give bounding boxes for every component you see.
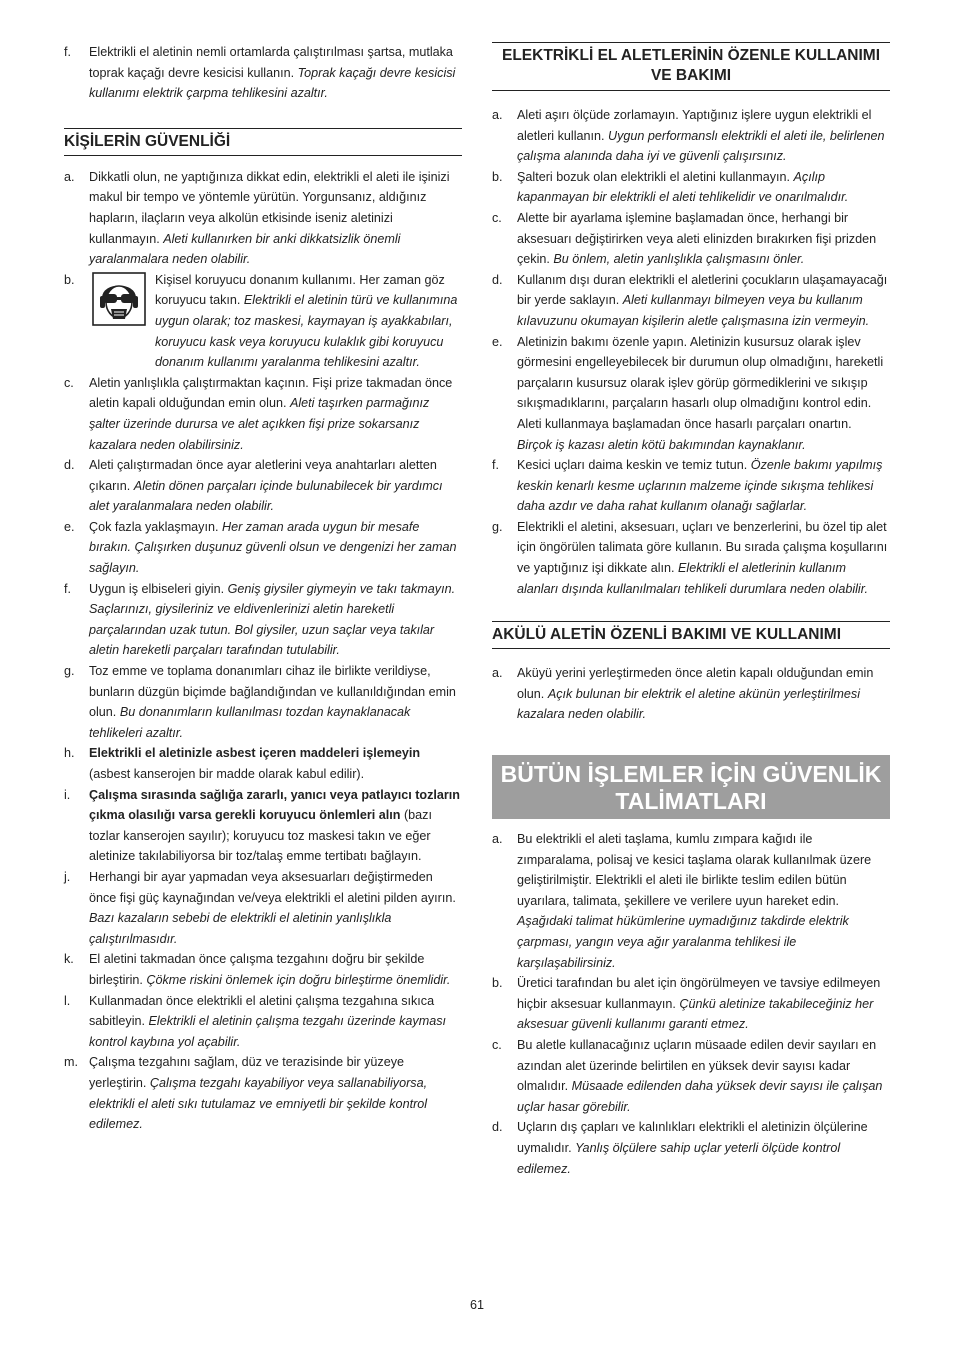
list-item-l <box>64 991 462 1053</box>
item-note: Açık bulunan bir elektrik el aletine akünün yerleştirilmesi kazalara neden olabilir. <box>517 686 861 722</box>
item-note: Bazı kazaların sebebi de elektrikli el aletinin yanlışlıkla çalıştırılmasıdır. <box>89 911 392 946</box>
list-item-b <box>64 270 462 373</box>
list-item-j <box>64 867 462 949</box>
item-text: Elektrikli el aletini, aksesuarı, uçları ve benzerlerini, bu özel tip alet için öngörülen talimata göre kullanın. Bu sırada çalışma koşullarını ve yaptığınız işi dikkate alın. <box>517 519 888 576</box>
list-item-a <box>492 105 890 167</box>
item-marker: e. <box>64 519 75 534</box>
item-note: Elektrikli el aletinin çalışma tezgahı üzerinde kayması kontrol kaybına yol açabilir. <box>89 1014 446 1049</box>
item-note: Bu önlem, aletin yanlışlıkla çalışmasını önler. <box>553 252 805 267</box>
item-text: Alette bir ayarlama işlemine başlamadan önce, herhangi bir aksesuarı değiştirirken veya aleti elinizden bırakırken fişi prizden çekin. <box>517 210 877 267</box>
section-heading-personal-safety: KİŞİLERİN GÜVENLİĞİ <box>64 128 462 156</box>
list-item-e <box>64 517 462 579</box>
item-text: Bu elektrikli el aleti taşlama, kumlu zımpara kağıdı ile zımparalama, polisaj ve kesici taşlama olarak kullanılmak üzere geliştirilmiştir. Elektrikli el aleti ile birlikte teslim edilen bütün uyarılara, talimata, şekillere ve verilere uyun hareket edin. <box>517 832 872 908</box>
item-text: El aletini takmadan önce çalışma tezgahını doğru bir şekilde birleştirin. <box>89 952 425 987</box>
item-marker: f. <box>492 458 499 473</box>
item-text: Üretici tarafından bu alet için öngörülmeyen ve tavsiye edilmeyen hiçbir aksesuar kullanmayın. <box>517 976 881 1011</box>
list-item-b <box>492 973 890 1035</box>
item-note: Açılıp kapanmayan bir elektrikli el aleti tehlikelidir ve onarılmalıdır. <box>517 169 849 205</box>
item-marker: e. <box>492 334 503 349</box>
list-item-d <box>64 455 462 517</box>
left-column <box>64 42 462 1135</box>
list-item-d <box>492 1117 890 1179</box>
list-item-g <box>64 661 462 743</box>
item-note: Çökme riskini önlemek için doğru birleştirme önemlidir. <box>146 972 451 987</box>
item-marker: d. <box>492 272 503 287</box>
item-marker: d. <box>64 458 75 473</box>
list-item-e <box>492 332 890 456</box>
item-note: Özenle bakımı yapılmış keskin kenarlı kesme uçlarının malzeme içinde sıkışma tehlikesi daha azdır ve daha rahat kullanım olanağı sağlarlar. <box>517 458 883 514</box>
item-text: Uçların dış çapları ve kalınlıkları elektrikli el aletinizin ölçülerine uymalıdır. <box>517 1120 868 1155</box>
item-text: Aleti aşırı ölçüde zorlamayın. Yaptığınız işlere uygun elektrikli el aletleri kullanın. <box>517 108 872 143</box>
item-marker: c. <box>492 1037 502 1052</box>
item-text: Kullanmadan önce elektrikli el aletini çalışma tezgahına sıkıca sabitleyin. <box>89 993 435 1029</box>
item-note: Çünkü aletinize takabileceğiniz her aksesuar güvenli kullanımı garanti etmez. <box>517 996 874 1032</box>
item-marker: m. <box>64 1055 78 1070</box>
list-item-i <box>64 785 462 867</box>
list-item-g <box>492 517 890 599</box>
item-note: Geniş giysiler giymeyin ve takı takmayın. Saçlarınızı, giysileriniz ve eldivenlerinizi aletin hareketli parçalarından uzak tutun. Bol giysiler, uzun saçlar veya takılar aletin hareketli parçaları tarafından tutulabilir. <box>89 581 456 658</box>
item-text: Aküyü yerini yerleştirmeden önce aletin kapalı olduğundan emin olun. <box>517 666 874 701</box>
list-item-c <box>64 373 462 455</box>
item-note: Elektrikli el aletinin türü ve kullanımına uygun olarak; toz maskesi, kaymayan iş ayakkabıları, koruyucu kask veya koruyucu kulaklık gibi koruyucu donanım kullanımı yaralanma tehlikesini azaltır. <box>155 293 458 370</box>
item-marker: a. <box>492 108 503 122</box>
list-item-f-intro <box>64 42 462 104</box>
item-text: Bu aletle kullanacağınız uçların müsaade edilen devir sayıları en azından alet üzerinde belirtilen en yüksek devir sayısı kadar olmalıdır. <box>517 1037 877 1094</box>
item-marker: i. <box>64 787 71 802</box>
item-note: Bu donanımların kullanılması tozdan kaynaklanacak tehlikeleri azaltır. <box>89 705 411 740</box>
item-text: Kesici uçları daima keskin ve temiz tutun. <box>517 458 748 473</box>
safety-goggles-icon <box>92 272 146 326</box>
section-heading-battery-tool: AKÜLÜ ALETİN ÖZENLİ BAKIMI VE KULLANIMI <box>492 621 890 649</box>
list-item-h <box>64 743 462 784</box>
item-text: Dikkatli olun, ne yaptığınıza dikkat edin, elektrikli el aleti ile işinizi makul bir tempo ve yöntemle yürütün. Yorgunsanız, aldığınız hapların, ilaçların veya alkolün etkisinde iseniz aletinizi kullanmayın. <box>89 169 450 246</box>
banner-line-2: TALİMATLARI <box>615 788 767 815</box>
list-item-b <box>492 167 890 208</box>
item-marker: f. <box>64 45 71 59</box>
item-text: Toz emme ve toplama donanımları cihaz ile birlikte verildiyse, bunların düzgün biçimde bağlandığından ve kullanıldığından emin olun. <box>89 664 456 720</box>
item-text: Herhangi bir ayar yapmadan veya aksesuarları değiştirmeden önce fişi güç kaynağından ve/veya elektrikli el aletini pilden ayırın. <box>89 869 456 905</box>
list-item-k <box>64 949 462 990</box>
item-marker: b. <box>64 272 75 287</box>
item-text: Aletinizin bakımı özenle yapın. Aletinizin kusursuz olarak işlev görmesini engelleyebilecek bir durumun olup olmadığını, hareketli parçaların kusursuz olarak işlev görüp görmediklerini ve sıkışıp sıkışmadıklarını, parçaların hasarlı olup olmadığını kontrol edin. Aleti kullanmaya başlamadan önce hasarlı parçaları onartın. <box>517 334 884 431</box>
item-marker: l. <box>64 993 71 1008</box>
item-marker: g. <box>492 519 503 534</box>
item-marker: c. <box>492 210 502 225</box>
item-note: Aleti taşırken parmağınız şalter üzerinde durursa ve alet açıkken fişi prize sokarsanız kazalara neden olabilirsiniz. <box>89 396 430 452</box>
list-item-a <box>492 829 890 973</box>
item-text: Çok fazla yaklaşmayın. <box>89 519 219 534</box>
item-note: Her zaman arada uygun bir mesafe bırakın. Çalışırken duşunuz güvenli olsun ve dengenizi her zaman sağlayın. <box>89 519 457 576</box>
list-item-a <box>492 663 890 725</box>
list-item-m <box>64 1052 462 1134</box>
item-marker: b. <box>492 169 503 184</box>
list-item-f <box>492 455 890 517</box>
list-item-d <box>492 270 890 332</box>
item-marker: k. <box>64 952 74 967</box>
item-text: Çalışma tezgahını sağlam, düz ve terazisinde bir yüzeye yerleştirin. <box>89 1055 404 1090</box>
item-text: Kişisel koruyucu donanım kullanımı. Her zaman göz koruyucu takın. <box>155 272 445 308</box>
list-item-f <box>64 579 462 661</box>
item-bold-text: Çalışma sırasında sağlığa zararlı, yanıcı veya patlayıcı tozların çıkma olasılığı varsa gerekli koruyucu önlemleri alın <box>89 787 460 823</box>
item-text: Uygun iş elbiseleri giyin. <box>89 581 225 596</box>
item-note: Toprak kaçağı devre kesicisi kullanımı elektrik çarpma tehlikesini azaltır. <box>89 65 456 101</box>
item-note: Aleti kullanmayı bilmeyen veya bu kullanım kılavuzunu okumayan kişilerin aletle çalışmasına izin vermeyin. <box>517 293 870 328</box>
item-marker: c. <box>64 375 74 390</box>
item-marker: a. <box>492 832 503 847</box>
page-number: 61 <box>469 1298 484 1312</box>
list-item-c <box>492 208 890 270</box>
item-bold-text: Elektrikli el aletinizle asbest içeren maddeleri işlemeyin <box>89 746 421 761</box>
item-text: (bazı tozlar kanserojen sayılır); koruyucu toz maskesi takın ve eğer aletinize takılabiliyorsa bir toz/talaş emme tertibatı bağlayın. <box>89 808 432 864</box>
section-heading-tool-care: ELEKTRİKLİ EL ALETLERİNİN ÖZENLE KULLANIMI VE BAKIMI <box>492 42 890 91</box>
item-marker: h. <box>64 746 75 761</box>
list-item-c <box>492 1035 890 1117</box>
item-text: (asbest kanserojen bir madde olarak kabul edilir). <box>89 767 365 781</box>
item-marker: j. <box>64 869 71 884</box>
item-note: Aleti kullanırken bir anki dikkatsizlik önemli yaralanmalara neden olabilir. <box>89 231 401 267</box>
item-marker: a. <box>492 666 503 681</box>
item-note: Elektrikli el aletlerinin kullanım alanları dışında kullanılmaları tehlikeli durumlara neden olabilir. <box>517 561 868 596</box>
item-text: Aletin yanlışlıkla çalıştırmaktan kaçının. Fişi prize takmadan önce aletin kapali olduğundan emin olun. <box>89 375 453 411</box>
banner-line-1: BÜTÜN İŞLEMLER İÇİN GÜVENLİK <box>500 761 882 788</box>
right-column <box>492 42 890 1179</box>
item-text: Kullanım dışı duran elektrikli el aletlerini çocukların ulaşamayacağı bir yerde saklayın. <box>517 272 888 308</box>
item-marker: d. <box>492 1120 503 1135</box>
item-marker: g. <box>64 664 75 679</box>
item-text: Aleti çalıştırmadan önce ayar aletlerini veya anahtarları aletten çıkarın. <box>89 458 437 493</box>
item-note: Aletin dönen parçaları içinde bulunabilecek bir yardımcı alet yaralanmalara neden olabilir. <box>89 478 443 514</box>
item-note: Çalışma tezgahı kayabiliyor veya sallanabiliyorsa, elektrikli el aleti sıkı tutulamaz ve emniyetli bir şekilde kontrol edilemez. <box>89 1075 428 1132</box>
item-note: Birçok iş kazası aletin kötü bakımından kaynaklanır. <box>517 437 806 452</box>
safety-instructions-banner <box>492 755 890 819</box>
item-note: Uygun performanslı elektrikli el aleti ile, belirlenen çalışma alanında daha iyi ve güvenli çalışırsınız. <box>517 128 885 164</box>
item-note: Aşağıdaki talimat hükümlerine uymadığınız takdirde elektrik çarpması, yangın veya ağır yaralanma tehlikesi ile karşılaşabilirsiniz. <box>517 914 849 970</box>
item-note: Müsaade edilenden daha yüksek devir sayısı ile çalışan uçlar hasar görebilir. <box>517 1079 883 1114</box>
item-marker: b. <box>492 976 503 991</box>
item-note: Yanlış ölçülere sahip uçlar yeterli ölçüde kontrol edilemez. <box>517 1140 841 1176</box>
item-marker: f. <box>64 581 71 596</box>
list-item-a <box>64 167 462 270</box>
item-marker: a. <box>64 169 75 184</box>
item-text: Elektrikli el aletinin nemli ortamlarda çalıştırılması şartsa, mutlaka toprak kaçağı devre kesicisi kullanın. <box>89 45 453 80</box>
item-text: Şalteri bozuk olan elektrikli el aletini kullanmayın. <box>517 169 790 184</box>
